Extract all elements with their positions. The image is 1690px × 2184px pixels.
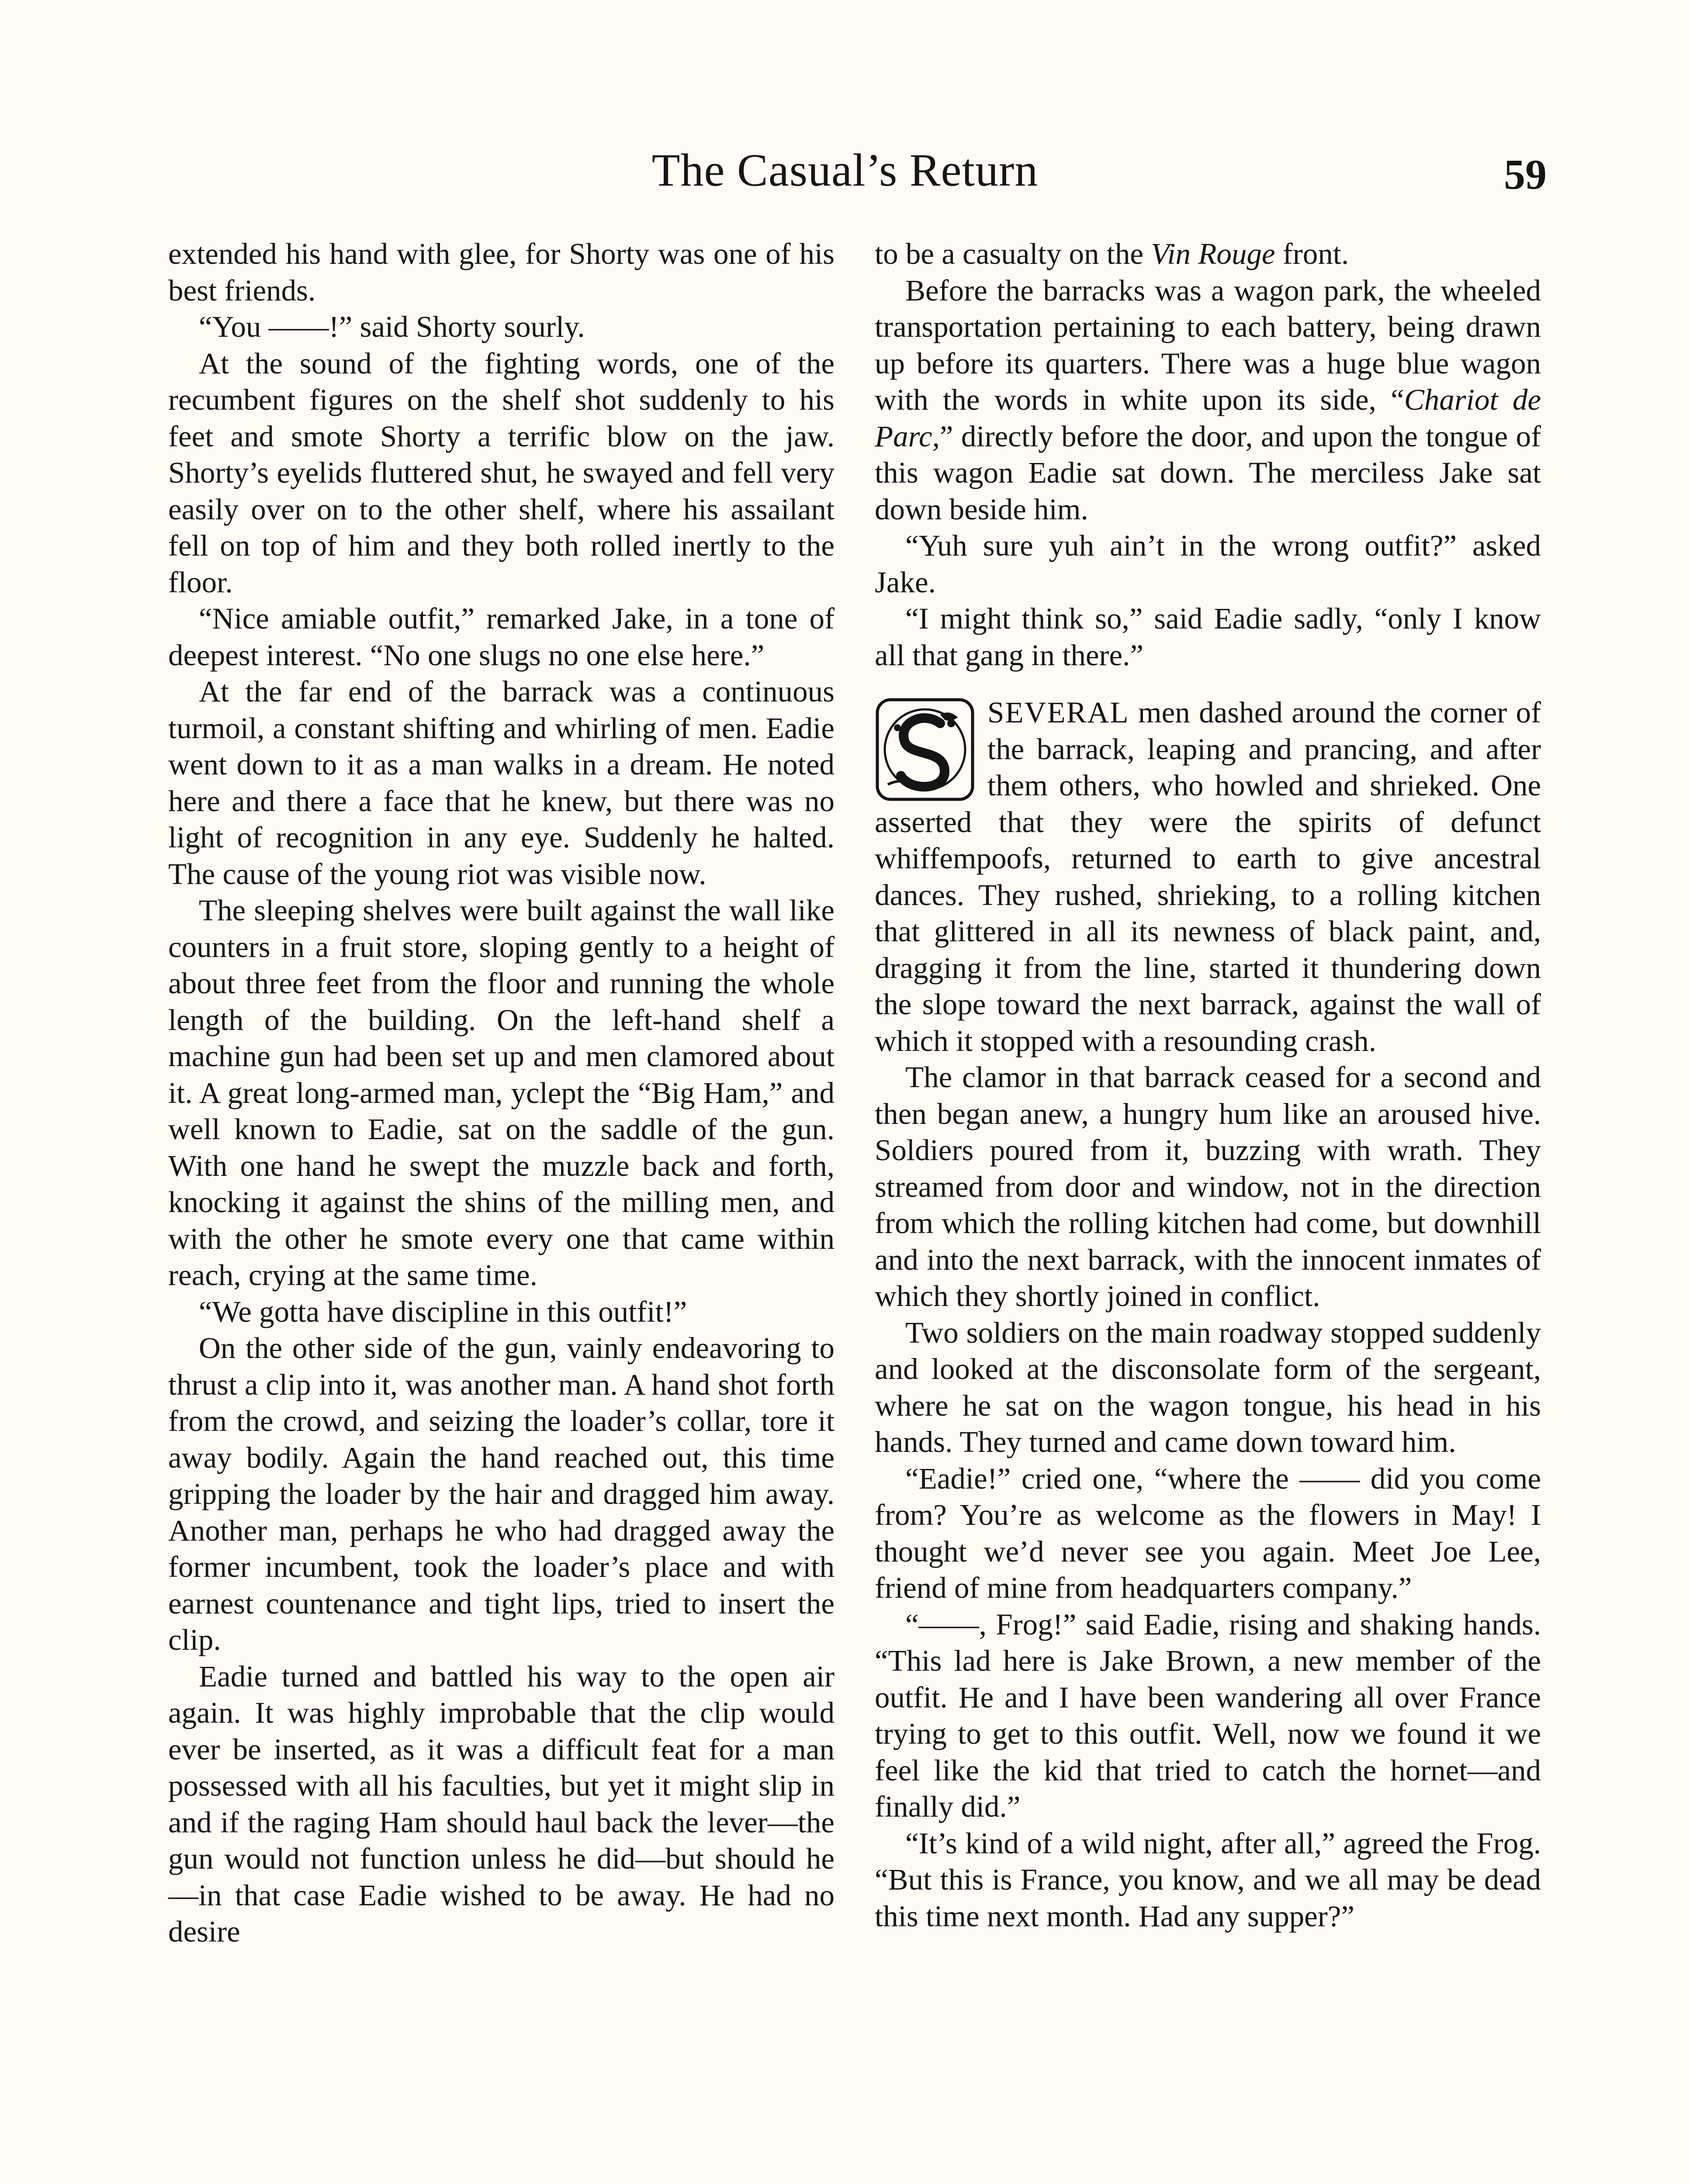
italic-text: Chariot de Parc, (875, 383, 1541, 453)
section-opening-paragraph (875, 695, 1541, 1059)
paragraph: “I might think so,” said Eadie sadly, “only I know all that gang in there.” (875, 602, 1541, 672)
text-run: Before the barracks was a wagon park, the wheeled transportation pertaining to each battery, being drawn up before its quarters. There was a huge blue wagon with the words in white upon its side, “ (875, 273, 1541, 416)
paragraph (875, 236, 1541, 273)
page-number: 59 (1504, 151, 1547, 198)
running-head-title: The Casual’s Return (651, 145, 1039, 196)
paragraph: The clamor in that barrack ceased for a second and then began anew, a hungry hum like an aroused hive. Soldiers poured from it, buzzing with wrath. They streamed from door and window, not in the direction from which the rolling kitchen had come, but downhill and into the next barrack, with the innocent inmates of which they shortly joined in conflict. (875, 1061, 1541, 1313)
paragraph: “You ——!” said Shorty sourly. (199, 310, 585, 343)
paragraph: “——, Frog!” said Eadie, rising and shaking hands. “This lad here is Jake Brown, a new member of the outfit. He and I have been wandering all over France trying to get to this outfit. Well, now we found it we feel like the kid that tried to catch the hornet—and finally did.” (875, 1607, 1541, 1823)
paragraph: At the sound of the fighting words, one of the recumbent figures on the shelf shot suddenly to his feet and smote Shorty a terrific blow on the jaw. Shorty’s eyelids fluttered shut, he swayed and fell very easily over on to the other shelf, where his assailant fell on top of him and they both rolled inertly to the floor. (168, 346, 835, 599)
lead-word: SEVERAL (987, 696, 1129, 729)
right-column (875, 236, 1541, 1935)
paragraph: On the other side of the gun, vainly endeavoring to thrust a clip into it, was another man. A hand shot forth from the crowd, and seizing the loader’s collar, tore it away bodily. Again the hand reached out, this time gripping the loader by the hair and dragged him away. Another man, perhaps he who had dragged away the former incumbent, took the loader’s place and with earnest countenance and tight lips, tried to insert the clip. (168, 1331, 835, 1656)
left-column (168, 236, 835, 1950)
paragraph: “Eadie!” cried one, “where the —— did you come from? You’re as welcome as the flowers in May! I thought we’d never see you again. Meet Joe Lee, friend of mine from headquarters company.” (875, 1462, 1541, 1604)
italic-text: Vin Rouge (1151, 237, 1275, 270)
paragraph: At the far end of the barrack was a continuous turmoil, a constant shifting and whirling of men. Eadie went down to it as a man walks in a dream. He noted here and there a face that he knew, but there was no light of recognition in any eye. Suddenly he halted. The cause of the young riot was visible now. (168, 675, 835, 891)
paragraph: “We gotta have discipline in this outfit!” (199, 1295, 687, 1328)
paragraph: extended his hand with glee, for Shorty was one of his best friends. (168, 237, 835, 307)
text-run: front. (1275, 237, 1349, 270)
paragraph: “It’s kind of a wild night, after all,” agreed the Frog. “But this is France, you know, and we all may be dead this time next month. Had any supper?” (875, 1826, 1541, 1933)
ornamental-drop-cap-icon (875, 697, 975, 802)
text-run: men dashed around the corner of the barrack, leaping and prancing, and after them others, who howled and shrieked. One asserted that they were the spirits of defunct whiffempoofs, returned to earth to give ancestral dances. They rushed, shrieking, to a rolling kitchen that glittered in all its newness of black paint, and, dragging it from the line, started it thundering down the slope toward the next barrack, against the wall of which it stopped with a resounding crash. (875, 696, 1541, 1057)
paragraph: “Nice amiable outfit,” remarked Jake, in a tone of deepest interest. “No one slugs no one else here.” (168, 602, 835, 672)
paragraph: “Yuh sure yuh ain’t in the wrong outfit?” asked Jake. (875, 529, 1541, 599)
paragraph: Eadie turned and battled his way to the open air again. It was highly improbable that the clip would ever be inserted, as it was a difficult feat for a man possessed with all his faculties, but yet it might slip in and if the raging Ham should haul back the lever—the gun would not function unless he did—but should he—in that case Eadie wished to be away. He had no desire (168, 1659, 835, 1948)
paragraph (875, 273, 1541, 528)
text-run: to be a casualty on the (875, 237, 1151, 270)
text-run: ” directly before the door, and upon the tongue of this wagon Eadie sat down. The merciless Jake sat down beside him. (875, 419, 1541, 526)
paragraph: The sleeping shelves were built against the wall like counters in a fruit store, sloping gently to a height of about three feet from the floor and running the whole length of the building. On the left-hand shelf a machine gun had been set up and men clamored about it. A great long-armed man, yclept the “Big Ham,” and well known to Eadie, sat on the saddle of the gun. With one hand he swept the muzzle back and forth, knocking it against the shins of the milling men, and with the other he smote every one that came within reach, crying at the same time. (168, 894, 835, 1292)
paragraph: Two soldiers on the main roadway stopped suddenly and looked at the disconsolate form of the sergeant, where he sat on the wagon tongue, his head in his hands. They turned and came down toward him. (875, 1316, 1541, 1458)
